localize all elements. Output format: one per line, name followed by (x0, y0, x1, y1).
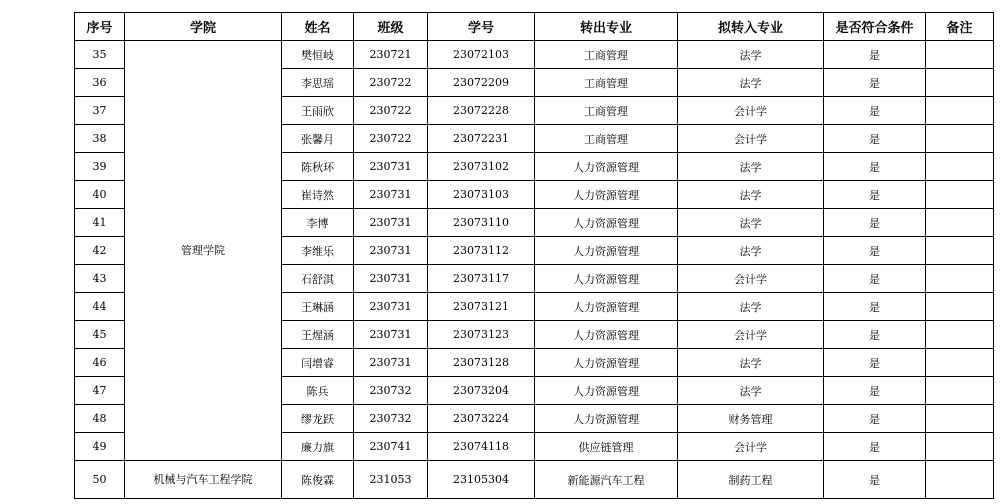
cell-student-id: 23072103 (428, 41, 535, 69)
cell-to-major: 法学 (678, 41, 824, 69)
cell-name: 樊恒岐 (282, 41, 354, 69)
cell-eligible: 是 (824, 153, 926, 181)
cell-from-major: 工商管理 (535, 69, 678, 97)
cell-eligible: 是 (824, 349, 926, 377)
cell-to-major: 法学 (678, 377, 824, 405)
cell-to-major: 会计学 (678, 321, 824, 349)
transfer-roster-table (74, 12, 994, 499)
cell-no: 42 (75, 237, 125, 265)
table-row (75, 461, 994, 499)
cell-no: 41 (75, 209, 125, 237)
cell-to-major: 法学 (678, 153, 824, 181)
cell-eligible: 是 (824, 321, 926, 349)
cell-to-major: 法学 (678, 181, 824, 209)
cell-name: 李思瑶 (282, 69, 354, 97)
cell-name: 王琳涵 (282, 293, 354, 321)
cell-from-major: 人力资源管理 (535, 181, 678, 209)
cell-class: 230731 (354, 293, 428, 321)
cell-from-major: 新能源汽车工程 (535, 461, 678, 499)
cell-student-id: 23073117 (428, 265, 535, 293)
cell-no: 36 (75, 69, 125, 97)
cell-student-id: 23072209 (428, 69, 535, 97)
cell-class: 230731 (354, 209, 428, 237)
cell-class: 230731 (354, 181, 428, 209)
cell-class: 230741 (354, 433, 428, 461)
cell-class: 230722 (354, 125, 428, 153)
cell-eligible: 是 (824, 237, 926, 265)
cell-note (926, 125, 994, 153)
cell-student-id: 23073121 (428, 293, 535, 321)
cell-class: 230722 (354, 69, 428, 97)
cell-note (926, 405, 994, 433)
cell-from-major: 工商管理 (535, 125, 678, 153)
cell-class: 231053 (354, 461, 428, 499)
cell-to-major: 会计学 (678, 433, 824, 461)
cell-name: 陈兵 (282, 377, 354, 405)
cell-no: 43 (75, 265, 125, 293)
cell-college: 管理学院 (125, 41, 282, 461)
cell-student-id: 23073102 (428, 153, 535, 181)
cell-eligible: 是 (824, 433, 926, 461)
cell-note (926, 433, 994, 461)
cell-to-major: 制药工程 (678, 461, 824, 499)
cell-name: 陈秋环 (282, 153, 354, 181)
cell-note (926, 69, 994, 97)
cell-no: 40 (75, 181, 125, 209)
cell-note (926, 181, 994, 209)
cell-eligible: 是 (824, 461, 926, 499)
cell-eligible: 是 (824, 69, 926, 97)
cell-note (926, 321, 994, 349)
cell-no: 48 (75, 405, 125, 433)
cell-class: 230721 (354, 41, 428, 69)
cell-eligible: 是 (824, 293, 926, 321)
cell-from-major: 工商管理 (535, 97, 678, 125)
cell-no: 37 (75, 97, 125, 125)
cell-name: 李维乐 (282, 237, 354, 265)
cell-to-major: 法学 (678, 209, 824, 237)
cell-eligible: 是 (824, 377, 926, 405)
cell-no: 39 (75, 153, 125, 181)
cell-student-id: 23073110 (428, 209, 535, 237)
cell-name: 张馨月 (282, 125, 354, 153)
cell-no: 49 (75, 433, 125, 461)
cell-note (926, 237, 994, 265)
cell-student-id: 23105304 (428, 461, 535, 499)
header-name: 姓名 (282, 13, 354, 41)
cell-class: 230732 (354, 405, 428, 433)
cell-class: 230731 (354, 321, 428, 349)
cell-no: 47 (75, 377, 125, 405)
cell-no: 46 (75, 349, 125, 377)
cell-name: 王煋涵 (282, 321, 354, 349)
cell-class: 230732 (354, 377, 428, 405)
cell-to-major: 会计学 (678, 265, 824, 293)
cell-note (926, 209, 994, 237)
cell-name: 石舒淇 (282, 265, 354, 293)
cell-from-major: 工商管理 (535, 41, 678, 69)
cell-from-major: 人力资源管理 (535, 293, 678, 321)
cell-from-major: 人力资源管理 (535, 153, 678, 181)
cell-class: 230731 (354, 237, 428, 265)
header-student-id: 学号 (428, 13, 535, 41)
cell-student-id: 23073128 (428, 349, 535, 377)
cell-to-major: 法学 (678, 349, 824, 377)
cell-name: 陈俊霖 (282, 461, 354, 499)
cell-eligible: 是 (824, 405, 926, 433)
cell-note (926, 461, 994, 499)
cell-student-id: 23073112 (428, 237, 535, 265)
cell-to-major: 会计学 (678, 125, 824, 153)
cell-student-id: 23072228 (428, 97, 535, 125)
table-row (75, 41, 994, 69)
cell-from-major: 人力资源管理 (535, 377, 678, 405)
cell-class: 230731 (354, 349, 428, 377)
cell-eligible: 是 (824, 209, 926, 237)
cell-name: 廉力旗 (282, 433, 354, 461)
header-to-major: 拟转入专业 (678, 13, 824, 41)
cell-from-major: 人力资源管理 (535, 265, 678, 293)
cell-name: 崔诗然 (282, 181, 354, 209)
cell-from-major: 供应链管理 (535, 433, 678, 461)
cell-student-id: 23074118 (428, 433, 535, 461)
cell-no: 35 (75, 41, 125, 69)
cell-note (926, 265, 994, 293)
cell-note (926, 97, 994, 125)
cell-college: 机械与汽车工程学院 (125, 461, 282, 499)
cell-name: 闫增睿 (282, 349, 354, 377)
cell-to-major: 法学 (678, 69, 824, 97)
cell-no: 50 (75, 461, 125, 499)
table-body (75, 41, 994, 499)
cell-eligible: 是 (824, 125, 926, 153)
cell-eligible: 是 (824, 97, 926, 125)
cell-note (926, 377, 994, 405)
header-college: 学院 (125, 13, 282, 41)
cell-student-id: 23073224 (428, 405, 535, 433)
cell-from-major: 人力资源管理 (535, 209, 678, 237)
cell-note (926, 349, 994, 377)
cell-eligible: 是 (824, 41, 926, 69)
header-class: 班级 (354, 13, 428, 41)
cell-from-major: 人力资源管理 (535, 405, 678, 433)
cell-to-major: 财务管理 (678, 405, 824, 433)
cell-to-major: 法学 (678, 293, 824, 321)
cell-eligible: 是 (824, 265, 926, 293)
cell-note (926, 153, 994, 181)
cell-from-major: 人力资源管理 (535, 237, 678, 265)
cell-to-major: 法学 (678, 237, 824, 265)
cell-no: 45 (75, 321, 125, 349)
cell-student-id: 23073123 (428, 321, 535, 349)
cell-name: 王雨欣 (282, 97, 354, 125)
cell-note (926, 41, 994, 69)
header-from-major: 转出专业 (535, 13, 678, 41)
header-no: 序号 (75, 13, 125, 41)
cell-class: 230731 (354, 153, 428, 181)
header-row (75, 13, 994, 41)
cell-from-major: 人力资源管理 (535, 321, 678, 349)
header-note: 备注 (926, 13, 994, 41)
cell-from-major: 人力资源管理 (535, 349, 678, 377)
cell-name: 李博 (282, 209, 354, 237)
cell-class: 230731 (354, 265, 428, 293)
header-eligible: 是否符合条件 (824, 13, 926, 41)
cell-class: 230722 (354, 97, 428, 125)
cell-name: 缪龙跃 (282, 405, 354, 433)
cell-student-id: 23072231 (428, 125, 535, 153)
cell-no: 38 (75, 125, 125, 153)
cell-student-id: 23073103 (428, 181, 535, 209)
cell-student-id: 23073204 (428, 377, 535, 405)
cell-to-major: 会计学 (678, 97, 824, 125)
cell-eligible: 是 (824, 181, 926, 209)
cell-no: 44 (75, 293, 125, 321)
cell-note (926, 293, 994, 321)
